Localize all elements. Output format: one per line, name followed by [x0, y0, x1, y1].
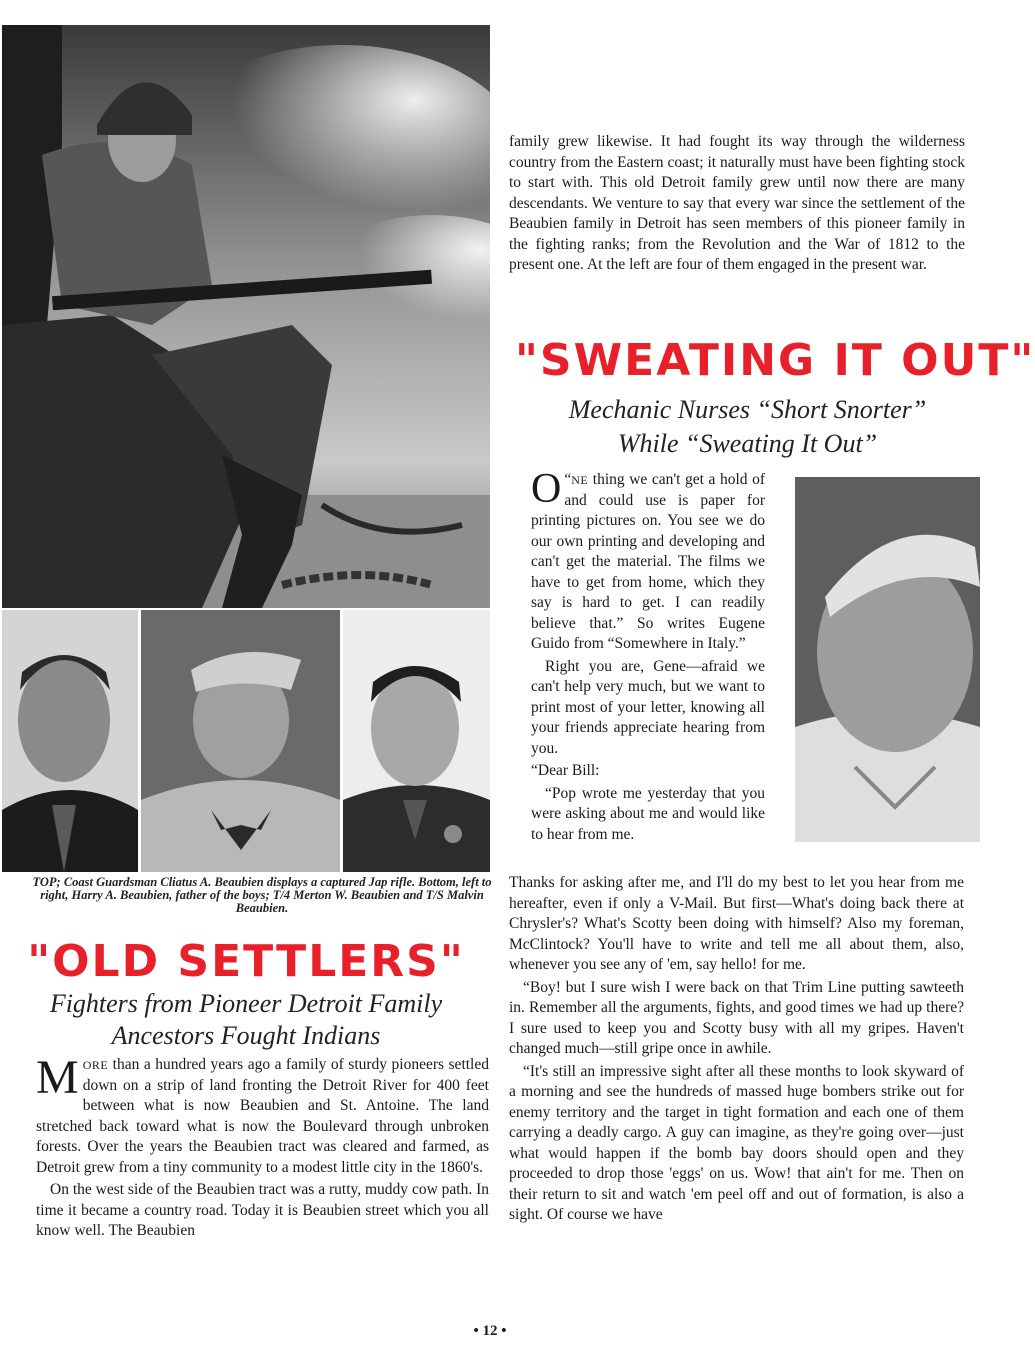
sweating-paragraph-6: “Boy! but I sure wish I were back on that Trim Line putting sawteeth in. Remember all the arguments, fights, and good times we had up there? I sure used to keep you and Scotty busy with all my gripes. Haven't changed much—still gripe once in awhile.	[509, 978, 964, 1057]
drop-cap: O	[531, 466, 562, 512]
sweating-paragraph-2: Right you are, Gene—afraid we can't help very much, but we want to print most of your letter, knowing all your friends appreciate hearing from you.	[531, 657, 765, 757]
merton-beaubien-portrait-art	[141, 610, 340, 872]
coast-guardsman-photo-art	[2, 25, 490, 608]
malvin-beaubien-portrait	[343, 610, 490, 872]
lead-word: ORE	[82, 1058, 109, 1072]
malvin-beaubien-portrait-art	[343, 610, 490, 872]
old-settlers-paragraph-1	[36, 1051, 489, 1178]
old-settlers-headline: "OLD SETTLERS"	[27, 936, 465, 987]
page-number: • 12 •	[473, 1323, 507, 1339]
old-settlers-body	[36, 1051, 489, 1242]
merton-beaubien-portrait	[141, 610, 340, 872]
photo-caption: TOP; Coast Guardsman Cliatus A. Beaubien displays a captured Jap rifle. Bottom, left to right, Harry A. Beaubien, father of the boys; T/4 Merton W. Beaubien and T/S Malvin Beaubien.	[32, 875, 492, 915]
sweating-paragraph-4: “Pop wrote me yesterday that you were asking about me and would like to hear from me.	[531, 784, 765, 843]
sweating-narrow-column	[531, 466, 765, 845]
old-settlers-paragraph-2: On the west side of the Beaubien tract was a rutty, muddy cow path. In time it became a country road. Today it is Beaubien street which you all know well. The Beaubien	[36, 1181, 489, 1239]
old-settlers-subhead	[0, 988, 492, 1052]
harry-beaubien-portrait	[2, 610, 138, 872]
coast-guardsman-photo	[2, 25, 490, 608]
sweating-wide-column	[509, 873, 964, 1226]
harry-beaubien-portrait-art	[2, 610, 138, 872]
open-quote: “	[564, 471, 572, 488]
eugene-guido-portrait	[795, 477, 980, 842]
sweating-subhead-line2: While “Sweating It Out”	[617, 429, 878, 458]
old-settlers-continued	[509, 132, 965, 276]
lead-word: NE	[571, 473, 589, 487]
paragraph-text: than a hundred years ago a family of sturdy pioneers settled down on a strip of land fronting the Detroit River for 400 feet between what is now Beaubien and St. Antoine. The land stretched back toward what is now the Boulevard through unbroken forests. Over the years the Beaubien tract was cleared and farmed, as Detroit grew from a tiny community to a modest little city in the 1860's.	[36, 1056, 489, 1176]
old-settlers-subhead-line1: Fighters from Pioneer Detroit Family	[49, 989, 443, 1018]
old-settlers-paragraph-3: family grew likewise. It had fought its way through the wilderness country from the Eastern coast; it naturally must have been fighting stock to start with. This old Detroit family grew until now there are many descendants. We venture to say that every war since the settlement of the Beaubien family in Detroit has seen members of this pioneer family in the fighting ranks; from the Revolution and the War of 1812 to the present one. At the left are four of them engaged in the present war.	[509, 133, 965, 273]
sweating-subhead	[515, 393, 980, 461]
sweating-paragraph-7: “It's still an impressive sight after all these months to look skyward of a morning and see the hundreds of massed huge bombers strike out for enemy territory and the target in tight formation and each one of them carrying a deadly cargo. A guy can imagine, as they're going over—just what would happen if the bomb bay doors should open and they proceeded to drop those 'eggs' on us. Wow! that ain't for me. Then on their return to sit and watch 'em peel off and out of formation, is also a sight. Of course we have	[509, 1062, 964, 1223]
drop-cap: M	[36, 1051, 79, 1104]
sweating-subhead-line1: Mechanic Nurses “Short Snorter”	[568, 395, 927, 424]
eugene-guido-portrait-art	[795, 477, 980, 842]
sweating-paragraph-1	[531, 466, 765, 655]
sweating-headline: "SWEATING IT OUT"	[515, 335, 1035, 386]
sweating-paragraph-3: “Dear Bill:	[531, 762, 600, 779]
old-settlers-subhead-line2: Ancestors Fought Indians	[111, 1021, 381, 1050]
paragraph-text: thing we can't get a hold of and could use is paper for printing pictures on. You see we do our own printing and developing and can't get the material. The films we have to get from home, which they say is hard to get. I can readily believe that.” So writes Eugene Guido from “Somewhere in Italy.”	[531, 471, 765, 652]
sweating-paragraph-5: Thanks for asking after me, and I'll do my best to let you hear from me hereafter, even if only a V-Mail. But first—What's doing back there at Chrysler's? What's Scotty been doing with himself? Also my foreman, McClintock? You'll have to write and tell me all about them, also, whenever you see any of 'em, say hello! for me.	[509, 874, 964, 973]
